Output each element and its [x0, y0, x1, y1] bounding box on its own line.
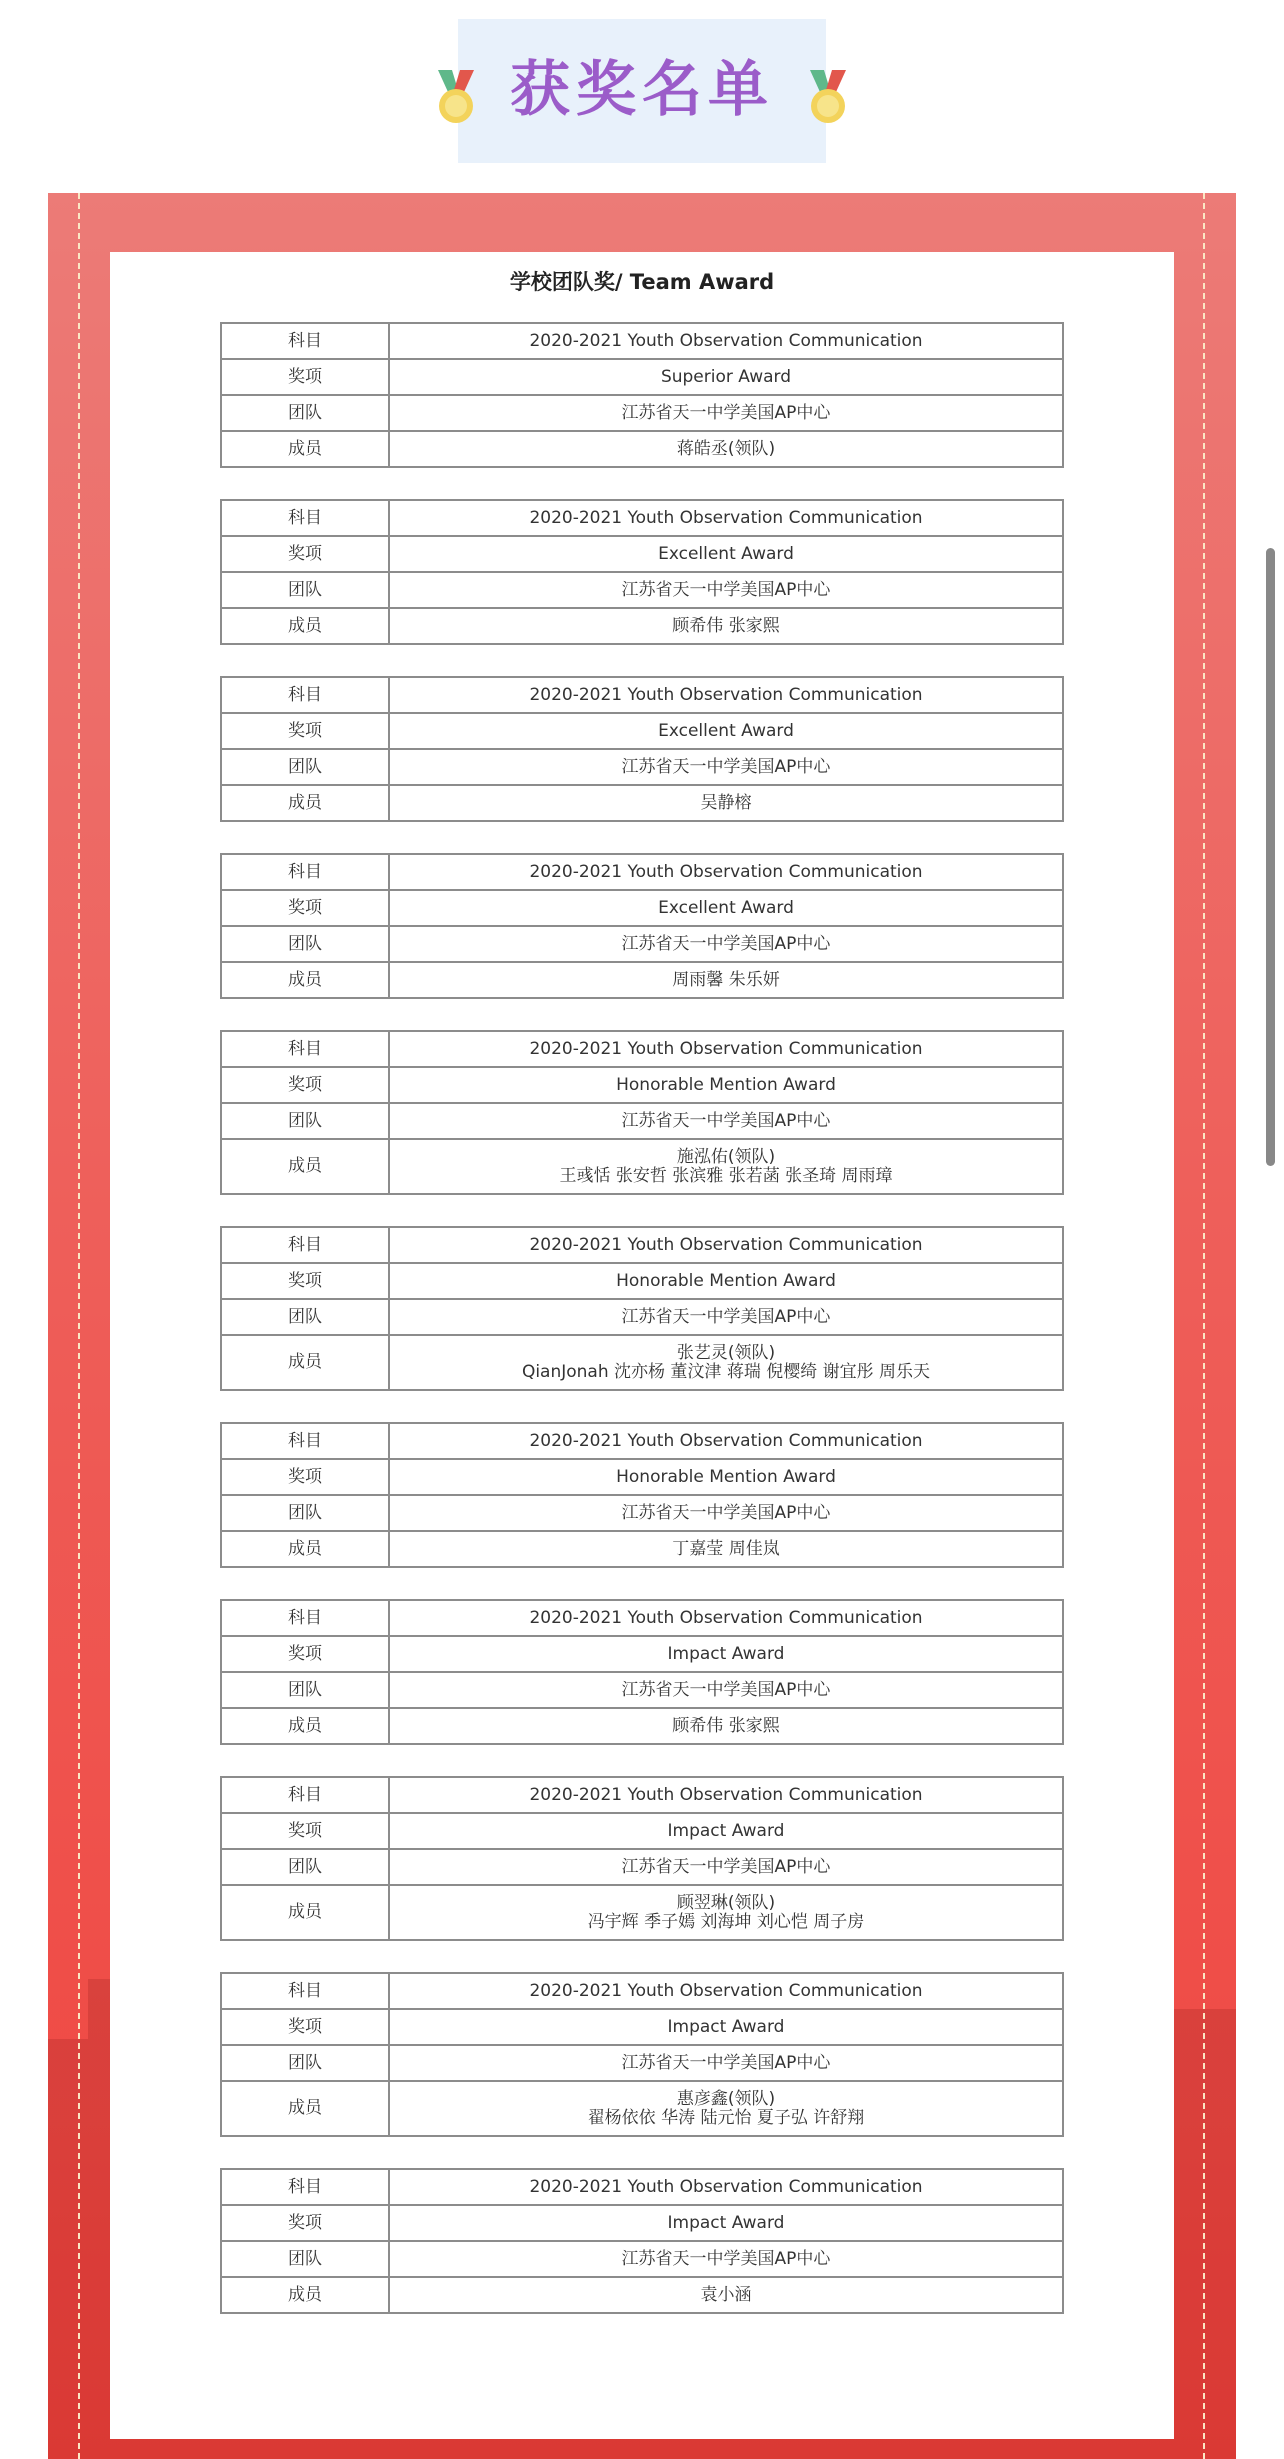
members-value: [389, 962, 1063, 998]
award-label: 奖项: [221, 1067, 389, 1103]
member-line: 顾翌琳(领队): [676, 1892, 776, 1913]
award-label: 奖项: [221, 713, 389, 749]
award-row: [221, 2205, 1063, 2241]
team-label: 团队: [221, 926, 389, 962]
members-row: [221, 1885, 1063, 1940]
award-row: [221, 890, 1063, 926]
subject-value: 2020-2021 Youth Observation Communication: [389, 1973, 1063, 2009]
members-value: [389, 1335, 1063, 1390]
award-value: Excellent Award: [389, 536, 1063, 572]
members-row: [221, 962, 1063, 998]
team-value: 江苏省天一中学美国AP中心: [389, 1849, 1063, 1885]
subject-row: [221, 1031, 1063, 1067]
members-label: 成员: [221, 2277, 389, 2313]
subject-value: 2020-2021 Youth Observation Communication: [389, 1600, 1063, 1636]
award-row: [221, 1263, 1063, 1299]
award-row: [221, 1067, 1063, 1103]
award-value: Impact Award: [389, 2205, 1063, 2241]
member-line: QianJonah 沈亦杨 董汶津 蒋瑞 倪樱绮 谢宜彤 周乐天: [521, 1361, 931, 1382]
subject-label: 科目: [221, 1777, 389, 1813]
subject-row: [221, 1973, 1063, 2009]
members-row: [221, 1335, 1063, 1390]
members-value: [389, 1531, 1063, 1567]
dashed-border-left: [78, 193, 80, 2459]
team-value: 江苏省天一中学美国AP中心: [389, 1672, 1063, 1708]
subject-value: 2020-2021 Youth Observation Communication: [389, 323, 1063, 359]
subject-value: 2020-2021 Youth Observation Communication: [389, 854, 1063, 890]
team-row: [221, 572, 1063, 608]
subject-row: [221, 1600, 1063, 1636]
member-line: 顾希伟 张家熙: [672, 615, 780, 636]
subject-value: 2020-2021 Youth Observation Communication: [389, 1031, 1063, 1067]
award-row: [221, 1813, 1063, 1849]
award-row: [221, 2009, 1063, 2045]
members-row: [221, 785, 1063, 821]
team-value: 江苏省天一中学美国AP中心: [389, 1299, 1063, 1335]
award-row: [221, 1636, 1063, 1672]
page-title: 获奖名单: [510, 55, 774, 125]
subject-label: 科目: [221, 854, 389, 890]
dashed-border-right: [1203, 193, 1205, 2459]
award-row: [221, 536, 1063, 572]
team-value: 江苏省天一中学美国AP中心: [389, 2241, 1063, 2277]
award-label: 奖项: [221, 890, 389, 926]
member-line: 吴静榕: [700, 792, 752, 813]
members-label: 成员: [221, 1335, 389, 1390]
team-row: [221, 1672, 1063, 1708]
members-label: 成员: [221, 785, 389, 821]
team-label: 团队: [221, 1299, 389, 1335]
subject-row: [221, 500, 1063, 536]
team-row: [221, 749, 1063, 785]
award-table: [220, 1422, 1064, 1568]
award-table: [220, 1226, 1064, 1391]
team-label: 团队: [221, 749, 389, 785]
team-label: 团队: [221, 572, 389, 608]
subject-row: [221, 1423, 1063, 1459]
team-value: 江苏省天一中学美国AP中心: [389, 1103, 1063, 1139]
subject-row: [221, 1227, 1063, 1263]
member-line: 顾希伟 张家熙: [672, 1715, 780, 1736]
subject-label: 科目: [221, 323, 389, 359]
team-value: 江苏省天一中学美国AP中心: [389, 572, 1063, 608]
award-label: 奖项: [221, 1636, 389, 1672]
award-table-list: [220, 322, 1064, 2345]
award-row: [221, 359, 1063, 395]
scrollbar[interactable]: [1266, 548, 1275, 1166]
award-value: Excellent Award: [389, 890, 1063, 926]
award-label: 奖项: [221, 1459, 389, 1495]
award-value: Honorable Mention Award: [389, 1459, 1063, 1495]
team-value: 江苏省天一中学美国AP中心: [389, 1495, 1063, 1531]
subject-label: 科目: [221, 1227, 389, 1263]
members-value: [389, 1885, 1063, 1940]
award-table: [220, 322, 1064, 468]
award-row: [221, 1459, 1063, 1495]
team-label: 团队: [221, 1849, 389, 1885]
members-label: 成员: [221, 608, 389, 644]
members-row: [221, 2081, 1063, 2136]
members-label: 成员: [221, 431, 389, 467]
team-row: [221, 1495, 1063, 1531]
members-row: [221, 2277, 1063, 2313]
subject-value: 2020-2021 Youth Observation Communication: [389, 1423, 1063, 1459]
team-label: 团队: [221, 395, 389, 431]
members-row: [221, 1708, 1063, 1744]
members-value: [389, 431, 1063, 467]
award-table: [220, 2168, 1064, 2314]
members-value: [389, 1708, 1063, 1744]
subject-value: 2020-2021 Youth Observation Communication: [389, 1777, 1063, 1813]
team-row: [221, 2241, 1063, 2277]
subject-row: [221, 323, 1063, 359]
award-value: Honorable Mention Award: [389, 1067, 1063, 1103]
award-row: [221, 713, 1063, 749]
award-value: Impact Award: [389, 1636, 1063, 1672]
member-line: 袁小涵: [700, 2284, 752, 2305]
member-line: 蒋皓丞(领队): [676, 438, 776, 459]
team-row: [221, 2045, 1063, 2081]
member-line: 周雨馨 朱乐妍: [672, 969, 780, 990]
subject-row: [221, 677, 1063, 713]
award-table: [220, 1030, 1064, 1195]
subject-label: 科目: [221, 1600, 389, 1636]
member-line: 丁嘉莹 周佳岚: [672, 1538, 780, 1559]
team-label: 团队: [221, 1672, 389, 1708]
subject-label: 科目: [221, 1973, 389, 2009]
subject-value: 2020-2021 Youth Observation Communication: [389, 500, 1063, 536]
subject-value: 2020-2021 Youth Observation Communication: [389, 1227, 1063, 1263]
member-line: 翟杨依依 华涛 陆元怡 夏子弘 许舒翔: [587, 2107, 865, 2128]
award-label: 奖项: [221, 359, 389, 395]
award-value: Impact Award: [389, 1813, 1063, 1849]
award-table: [220, 853, 1064, 999]
team-row: [221, 395, 1063, 431]
members-row: [221, 1531, 1063, 1567]
award-label: 奖项: [221, 1813, 389, 1849]
subject-value: 2020-2021 Youth Observation Communication: [389, 2169, 1063, 2205]
team-row: [221, 1299, 1063, 1335]
members-value: [389, 2081, 1063, 2136]
award-panel: [110, 252, 1174, 2439]
award-label: 奖项: [221, 536, 389, 572]
subject-row: [221, 2169, 1063, 2205]
members-label: 成员: [221, 1139, 389, 1194]
members-label: 成员: [221, 1885, 389, 1940]
subject-label: 科目: [221, 1031, 389, 1067]
members-label: 成员: [221, 2081, 389, 2136]
member-line: 施泓佑(领队): [676, 1146, 776, 1167]
subject-label: 科目: [221, 677, 389, 713]
member-line: 王彧恬 张安哲 张滨雅 张若菡 张圣琦 周雨璋: [559, 1165, 893, 1186]
members-value: [389, 608, 1063, 644]
award-table: [220, 499, 1064, 645]
members-label: 成员: [221, 962, 389, 998]
award-label: 奖项: [221, 1263, 389, 1299]
award-label: 奖项: [221, 2205, 389, 2241]
team-value: 江苏省天一中学美国AP中心: [389, 395, 1063, 431]
award-value: Excellent Award: [389, 713, 1063, 749]
members-value: [389, 2277, 1063, 2313]
award-label: 奖项: [221, 2009, 389, 2045]
member-line: 冯宇辉 季子嫣 刘海坤 刘心恺 周子房: [587, 1911, 865, 1932]
team-value: 江苏省天一中学美国AP中心: [389, 749, 1063, 785]
award-value: Superior Award: [389, 359, 1063, 395]
section-title: 学校团队奖/ Team Award: [509, 270, 775, 294]
members-label: 成员: [221, 1708, 389, 1744]
award-table: [220, 676, 1064, 822]
award-table: [220, 1776, 1064, 1941]
team-row: [221, 1849, 1063, 1885]
members-value: [389, 785, 1063, 821]
medal-icon: [806, 70, 850, 126]
award-table: [220, 1972, 1064, 2137]
subject-label: 科目: [221, 2169, 389, 2205]
members-label: 成员: [221, 1531, 389, 1567]
award-value: Honorable Mention Award: [389, 1263, 1063, 1299]
subject-label: 科目: [221, 500, 389, 536]
subject-label: 科目: [221, 1423, 389, 1459]
team-label: 团队: [221, 1495, 389, 1531]
members-row: [221, 431, 1063, 467]
subject-row: [221, 854, 1063, 890]
member-line: 惠彦鑫(领队): [676, 2088, 776, 2109]
subject-value: 2020-2021 Youth Observation Communication: [389, 677, 1063, 713]
team-label: 团队: [221, 2045, 389, 2081]
member-line: 张艺灵(领队): [676, 1342, 776, 1363]
subject-row: [221, 1777, 1063, 1813]
team-label: 团队: [221, 2241, 389, 2277]
award-value: Impact Award: [389, 2009, 1063, 2045]
team-value: 江苏省天一中学美国AP中心: [389, 926, 1063, 962]
team-row: [221, 1103, 1063, 1139]
members-row: [221, 608, 1063, 644]
team-value: 江苏省天一中学美国AP中心: [389, 2045, 1063, 2081]
members-row: [221, 1139, 1063, 1194]
team-label: 团队: [221, 1103, 389, 1139]
members-value: [389, 1139, 1063, 1194]
award-table: [220, 1599, 1064, 1745]
team-row: [221, 926, 1063, 962]
